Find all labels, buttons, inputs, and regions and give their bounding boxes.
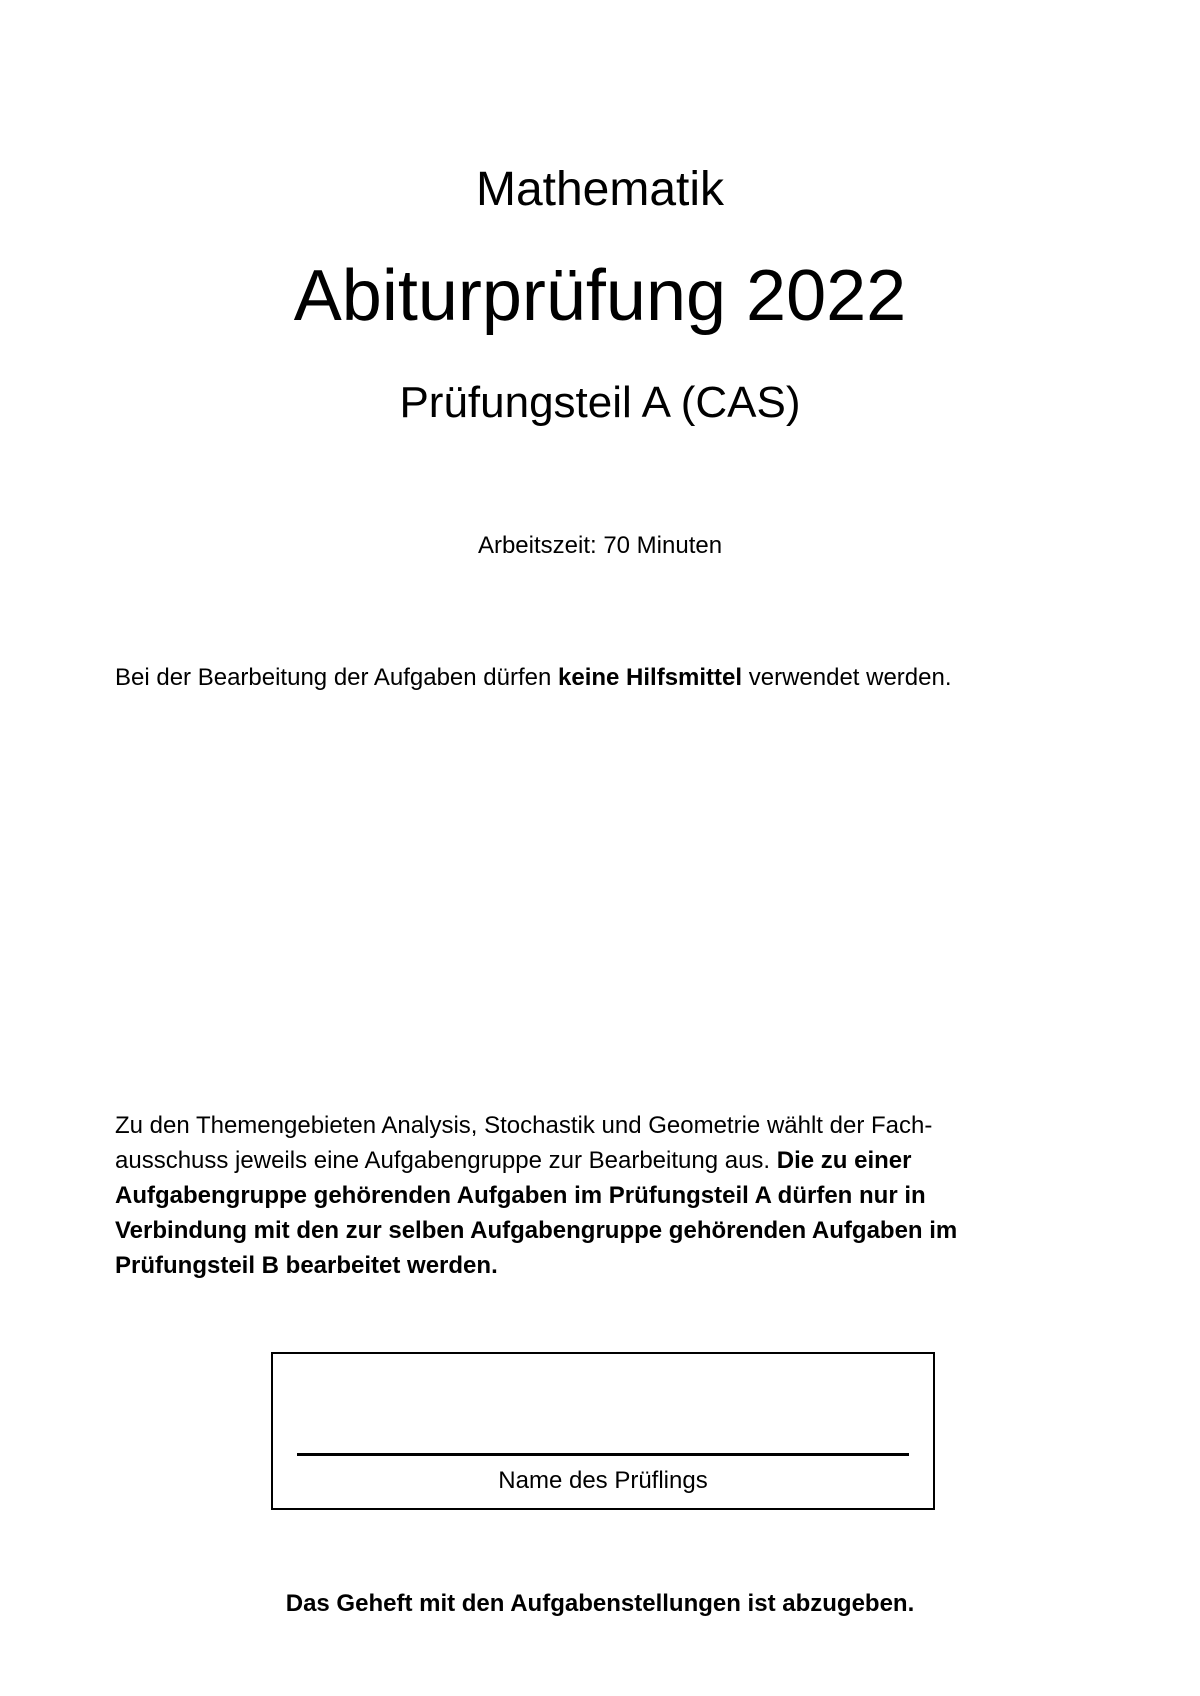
aids-note-text-before: Bei der Bearbeitung der Aufgaben dürfen: [115, 664, 558, 691]
signature-line: [297, 1453, 909, 1456]
topics-note-line-2: [115, 1143, 1095, 1178]
aids-note: [115, 660, 1095, 695]
exam-part-heading: Prüfungsteil A (CAS): [399, 378, 801, 427]
topics-note-line-2-regular: ausschuss jeweils eine Aufgabengruppe zur Bearbeitung aus.: [115, 1147, 777, 1174]
candidate-name-box: [271, 1352, 935, 1510]
topics-note-line-5: Prüfungsteil B bearbeitet werden.: [115, 1252, 498, 1279]
exam-title: Abiturprüfung 2022: [293, 256, 907, 336]
candidate-name-label: Name des Prüflings: [498, 1467, 708, 1494]
topics-note: [115, 1108, 1095, 1283]
aids-note-emphasis: keine Hilfsmittel: [558, 664, 743, 691]
topics-note-line-4: Verbindung mit den zur selben Aufgabengruppe gehörenden Aufgaben im: [115, 1217, 958, 1244]
topics-note-line-2-bold: Die zu einer: [776, 1147, 912, 1174]
handin-note: Das Geheft mit den Aufgabenstellungen ist abzugeben.: [285, 1590, 915, 1617]
subject-heading: Mathematik: [475, 163, 725, 216]
work-time: Arbeitszeit: 70 Minuten: [477, 532, 723, 559]
topics-note-line-3: Aufgabengruppe gehörenden Aufgaben im Prüfungsteil A dürfen nur in: [115, 1182, 926, 1209]
aids-note-text-after: verwendet werden.: [742, 664, 952, 691]
topics-note-line-1: Zu den Themengebieten Analysis, Stochastik und Geometrie wählt der Fach-: [115, 1112, 933, 1139]
